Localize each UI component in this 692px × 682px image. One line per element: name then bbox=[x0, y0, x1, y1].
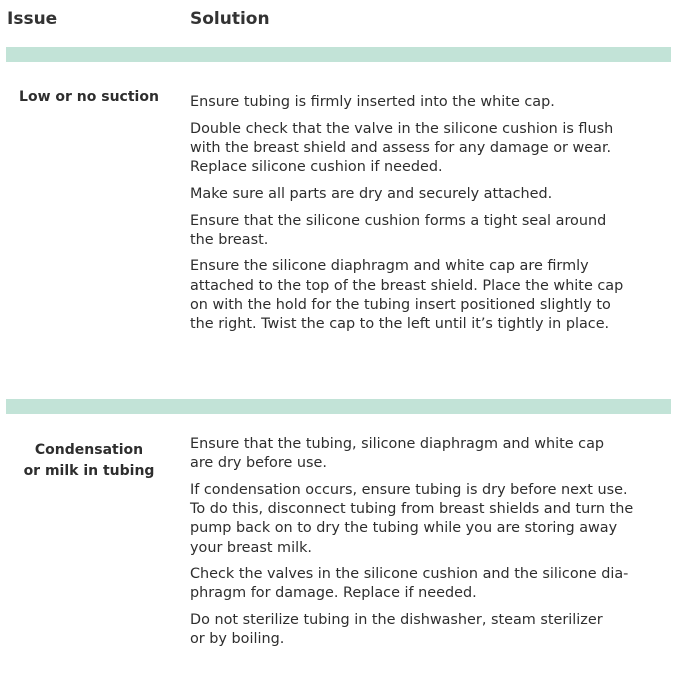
solution-item: Ensure the silicone diaphragm and white cap are firmly attached to the top of the breast shield. Place the white cap on with the hold for the tubing insert positioned slightly to the right. Twist the cap to the left until it’s tightly in place. bbox=[190, 258, 624, 333]
solution-item: Make sure all parts are dry and securely attached. bbox=[190, 185, 553, 202]
issue-label: Condensation or milk in tubing bbox=[23, 442, 155, 479]
issue-label: Low or no suction bbox=[19, 89, 159, 105]
solution-item: Ensure tubing is firmly inserted into the white cap. bbox=[190, 94, 555, 110]
issue-column-header: Issue bbox=[7, 9, 58, 29]
solution-item: If condensation occurs, ensure tubing is dry before next use. To do this, disconnect tubing from breast shields and turn the pump back on to dry the tubing while you are storing away your breast milk. bbox=[190, 481, 634, 556]
solution-item: Ensure that the tubing, silicone diaphragm and white cap are dry before use. bbox=[190, 436, 605, 472]
solution-item: Check the valves in the silicone cushion and the silicone dia- phragm for damage. Replace if needed. bbox=[190, 566, 629, 602]
solution-item: Ensure that the silicone cushion forms a tight seal around the breast. bbox=[190, 212, 607, 248]
solution-item: Double check that the valve in the silicone cushion is flush with the breast shield and assess for any damage or wear. Replace silicone cushion if needed. bbox=[190, 120, 614, 176]
solution-item: Do not sterilize tubing in the dishwasher, steam sterilizer or by boiling. bbox=[190, 612, 603, 648]
solution-list bbox=[190, 93, 670, 342]
row-divider-bar bbox=[6, 399, 671, 414]
solution-column-header: Solution bbox=[190, 9, 270, 29]
solution-list bbox=[190, 435, 670, 657]
row-divider-bar bbox=[6, 47, 671, 62]
